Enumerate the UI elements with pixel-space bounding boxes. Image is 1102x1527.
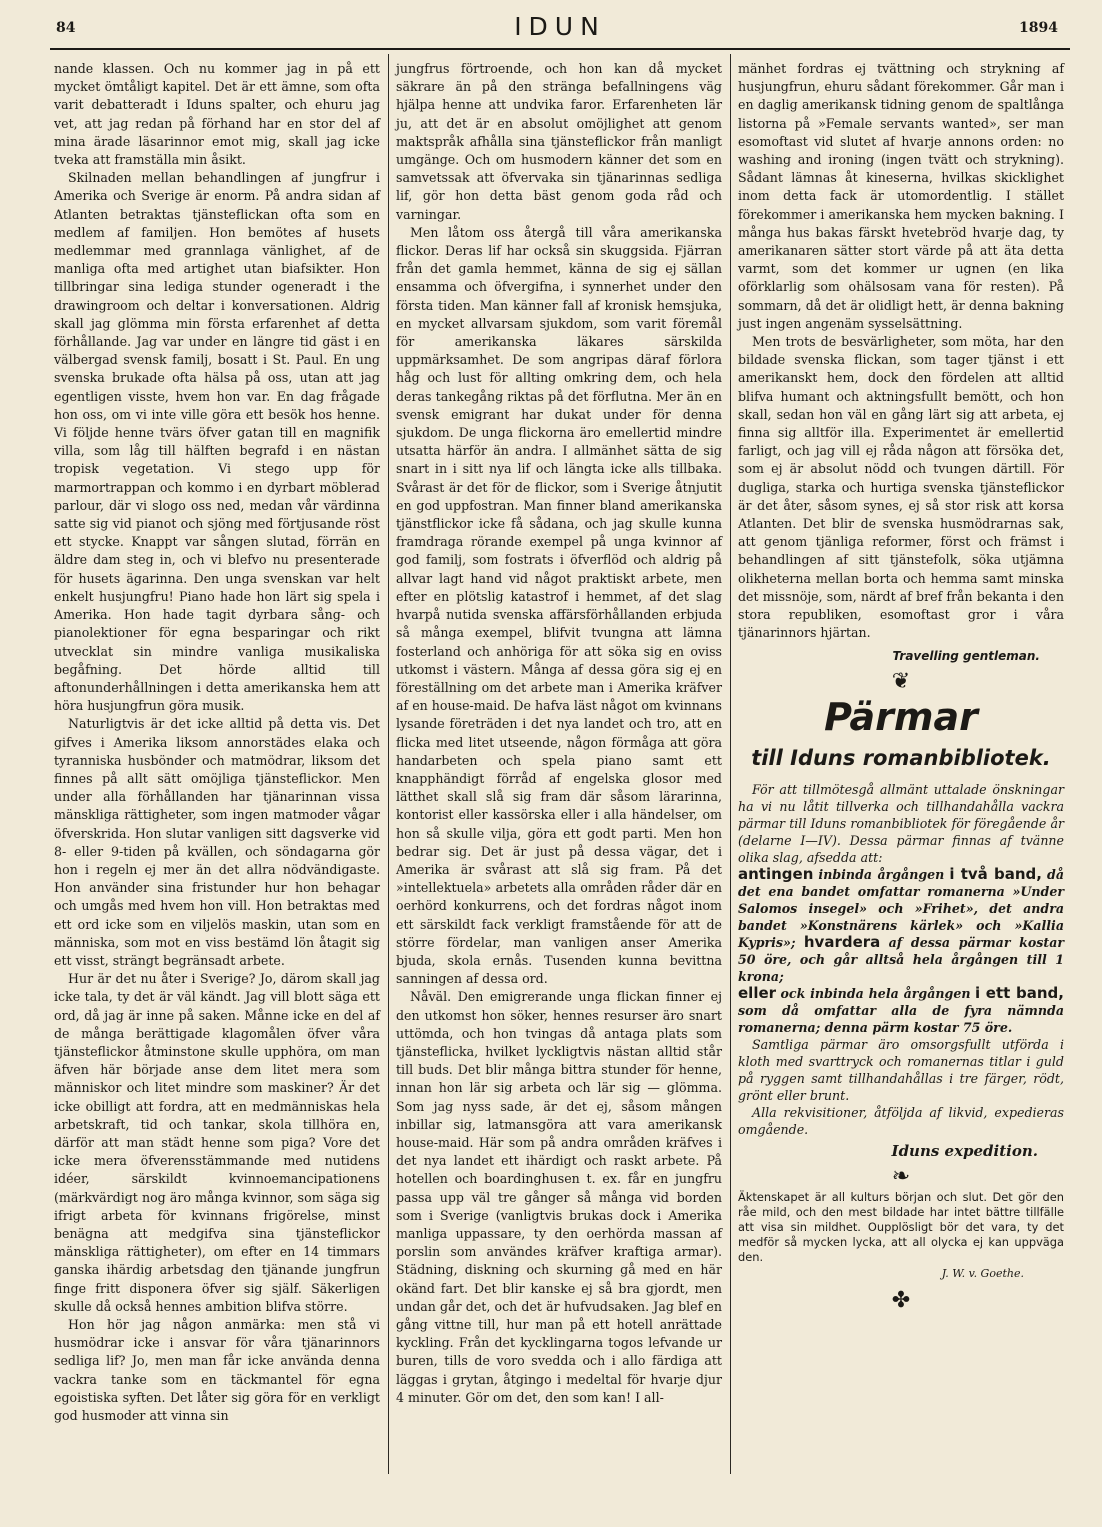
advertisement-body	[738, 781, 1064, 1138]
paragraph: mänhet fordras ej tvättning och strykning af husjungfrun, ehuru sådant förekommer. Går man i en daglig amerikansk tidning genom de spaltlånga listorna på »Female servants wanted», ser man esomoftast vid slutet af hvarje annons orden: no washing and ironing (ingen tvätt och strykning). Sådant lämnas åt kineserna, hvilkas skicklighet inom detta fack är utomordentlig. I stället förekommer i amerikanska hem mycken bakning. I många hus bakas färskt hvetebröd hvarje dag, ty amerikanaren sätter stort värde på att äta detta varmt, som det kommer ur ugnen (en lika oförklarlig som ohälsosam vana för resten). På sommarn, då det är olidligt hett, är denna bakning just ingen angenäm sysselsättning.	[738, 61, 1064, 331]
article-column-2	[396, 60, 722, 1407]
page-header	[50, 10, 1070, 46]
paragraph: jungfrus förtroende, och hon kan då mycket säkrare än på den stränga befallningens väg hjälpa henne att undvika faror. Erfarenheten lär ju, att det är en absolut omöjlighet att genom maktspråk afhålla sina tjänsteflickor från manligt umgänge. Och om husmodern känner det som en samvetssak att öfvervaka sin tjänarinnas sedliga lif, gör hon detta bäst genom goda råd och varningar.	[396, 61, 722, 222]
advertisement-title: Pärmar	[824, 694, 978, 739]
column-divider-2	[730, 54, 731, 1474]
article-column-3	[738, 60, 1064, 1314]
paragraph: Men trots de besvärligheter, som möta, har den bildade svenska flickan, som tager tjänst i ett amerikanskt hem, dock den fördelen att alltid blifva humant och aktningsfullt bemött, och hon skall, sedan hon väl en gång lärt sig att arbeta, ej finna sig alltför illa. Experimentet är emellertid farligt, och jag vill ej råda någon att försöka det, som ej är absolut nödd och tvungen därtill. För dugliga, starka och hurtiga svenska tjänsteflickor är det åter, såsom synes, ej så stor risk att korsa Atlanten. Det blir de svenska husmödrarnas sak, att genom tjänliga reformer, först och främst i behandlingen af sitt tjänstefolk, söka utjämna olikheterna mellan borta och hemma samt minska det missnöje, som, närdt af bref från bekanta i den stora republiken, esomoftast gror i våra tjänarinnors hjärtan.	[738, 334, 1064, 641]
ad-option-one: antingen inbinda årgången i två band, då det ena bandet omfattar romanerna »Under Salomos insegel» och »Frihet», det andra bandet »Konstnärens kärlek» och »Kallia Kypris»; hvardera af dessa pärmar kostar 50 öre, och går alltså hela årgången till 1 krona;	[738, 864, 1064, 984]
ad-details: Samtliga pärmar äro omsorgsfullt utförda i kloth med svarttryck och romanernas titlar i guld på ryggen samt tillhandahållas i tre färger, rödt, grönt eller brunt.	[738, 1036, 1064, 1103]
page-number: 84	[56, 20, 76, 36]
goethe-quote: Äktenskapet är all kulturs början och slut. Det gör den råe mild, och den mest bildade har intet bättre tillfälle att visa sin mildhet. Oupplösligt bör det vara, ty det medför så mycken lycka, att all olycka ej kan uppväga den.	[738, 1190, 1064, 1265]
header-rule	[50, 48, 1070, 50]
ad-ordering: Alla rekvisitioner, åtföljda af likvid, expedieras omgående.	[738, 1104, 1064, 1137]
column-divider-1	[388, 54, 389, 1474]
article-signature: Travelling gentleman.	[892, 648, 1040, 663]
paragraph: nande klassen. Och nu kommer jag in på ett mycket ömtåligt kapitel. Det är ett ämne, som ofta varit debatteradt i Iduns spalter, och ehuru jag vet, att jag redan på förhand har en stor del af mina ärade läsarinnor emot mig, skall jag icke tveka att framställa min åsikt.	[54, 61, 380, 168]
paragraph: Skilnaden mellan behandlingen af jungfrur i Amerika och Sverige är enorm. På andra sidan af Atlanten betraktas tjänsteflickan ofta som en medlem af familjen. Hon bemötes af husets medlemmar med grannlaga vänlighet, af de manliga ofta med artighet utan biafsikter. Hon tillbringar sina lediga stunder ogeneradt i the drawingroom och deltar i konversationen. Aldrig skall jag glömma min första erfarenhet af detta förhållande. Jag var under en längre tid gäst i en välbergad svensk familj, bosatt i St. Paul. En ung svenska brukade ofta hälsa på oss, utan att jag egentligen visste, hvem hon var. En dag frågade hon oss, om vi inte ville göra ett besök hos henne. Vi följde henne tvärs öfver gatan till en magnifik villa, som låg till hälften begrafd i en nästan tropisk vegetation. Vi stego upp för marmortrappan och kommo i en dyrbart möblerad parlour, där vi slogo oss ned, medan vår värdinna satte sig vid pianot och sjöng med förtjusande röst ett stycke. Knappt var sången slutad, förrän en äldre dam steg in, och vi blefvo nu presenterade för husets ägarinna. Den unga svenskan var helt enkelt husjungfru! Piano hade hon lärt sig spela i Amerika. Hon hade tagit dyrbara sång- och pianolektioner för egna besparingar och rikt utvecklat sin mindre vanliga musikaliska begåfning. Det hörde alltid till aftonunderhållningen i detta amerikanska hem att höra husjungfrun göra musik.	[54, 170, 380, 714]
masthead-title: IDUN	[514, 12, 606, 41]
paragraph: Nåväl. Den emigrerande unga flickan finner ej den utkomst hon söker, hennes resurser äro snart uttömda, och hon tvingas då antaga plats som tjänsteflicka, hvilket lyckligtvis nästan alltid står till buds. Det blir många bittra stunder för henne, innan hon lär sig arbeta och lär sig — glömma. Som jag nyss sade, är det ej, såsom mången inbillar sig, latmansgöra att vara amerikansk house-maid. Här som på andra områden kräfves i det nya landet ett ihärdigt och raskt arbete. På hotellen och boardinghusen t. ex. får en jungfru passa upp väl tre gånger så många vid borden som i Sverige (vanligtvis brukas dock i Amerika manliga uppassare, ty den oerhörda massan af porslin som användes kräfver kraftiga armar). Städning, diskning och skurning gå med en här okänd fart. Det blir kanske ej så bra gjordt, men undan går det, och det är hufvudsaken. Jag blef en gång vittne till, hur man på ett hotell anrättade kyckling. Från det kycklingarna togos lefvande ur buren, tills de voro svedda och i allo färdiga att läggas i grytan, åtgingo i medeltal för hvarje djur 4 minuter. Gör om det, den som kan! I all-	[396, 989, 722, 1405]
publication-year: 1894	[1019, 20, 1058, 36]
end-ornament-icon: ✤	[891, 1287, 911, 1313]
article-column-1	[54, 60, 380, 1425]
ad-sender: Iduns expedition.	[891, 1141, 1038, 1160]
advertisement-subtitle: till Iduns romanbibliotek.	[751, 745, 1051, 770]
paragraph: Naturligtvis är det icke alltid på detta vis. Det gifves i Amerika liksom annorstädes elaka och tyranniska husbönder och matmödrar, liksom det finnes på allt sätt omöjliga tjänsteflickor. Men under alla förhållanden har tjänarinnan vissa mänskliga rättigheter, som ingen matmoder vågar öfverskrida. Hon slutar vanligen sitt dagsverke vid 8- eller 9-tiden på kvällen, och söndagarna gör hon i regeln ej mer än det allra nödvändigaste. Hon använder sina fristunder hur hon behagar och umgås med hvem hon vill. Hon betraktas med ett ord icke som en viljelös maskin, utan som en människa, som mot en viss bestämd lön åtagit sig ett visst, strängt begränsadt arbete.	[54, 716, 380, 968]
paragraph: Hur är det nu åter i Sverige? Jo, därom skall jag icke tala, ty det är väl kändt. Jag vill blott säga ett ord, då jag är inne på saken. Månne icke en del af de många berättigade klagomålen öfver våra tjänsteflickor åtminstone skulle upphöra, om man äfven här började anse dem litet mera som människor och litet mindre som maskiner? Är det icke obilligt att fordra, att en medmänniskas hela arbetskraft, tid och tankar, skola tillhöra en, därför att man städt henne som piga? Vore det icke mera öfverensstämmande med nutidens idéer, särskildt kvinnoemancipationens (märkvärdigt nog äro många kvinnor, som säga sig ifrigt arbeta för kvinnans frigörelse, minst benägna att medgifva sina tjänsteflickor mänskliga rättigheter), om efter en 14 timmars ganska ihärdig arbetsdag den tjänande jungfrun finge fritt disponera öfver sig själf. Säkerligen skulle då också hennes ambition blifva större.	[54, 971, 380, 1314]
ad-intro: För att tillmötesgå allmänt uttalade önskningar ha vi nu låtit tillverka och tillhandahålla vackra pärmar till Iduns romanbibliotek för föregående år (delarne I—IV). Dessa pärmar finnas af tvänne olika slag, afsedda att:	[738, 781, 1064, 865]
paragraph: Men låtom oss återgå till våra amerikanska flickor. Deras lif har också sin skuggsida. Fjärran från det gamla hemmet, känna de sig ej sällan ensamma och öfvergifna, i synnerhet under den första tiden. Man känner fall af kronisk hemsjuka, en mycket allvarsam sjukdom, som varit föremål för amerikanska läkares särskilda uppmärksamhet. De som angripas däraf förlora håg och lust för allting omkring dem, och hela deras tankegång riktas på det förflutna. Mer än en svensk emigrant har dukat under för denna sjukdom. De unga flickorna äro emellertid mindre utsatta härför än andra. I allmänhet sätta de sig snart in i sitt nya lif och längta icke alls tillbaka. Svårast är det för de flickor, som i Sverige åtnjutit en god uppfostran. Man finner bland amerikanska tjänstflickor icke få sådana, och jag skulle kunna framdraga rörande exempel på unga kvinnor af god familj, som fostrats i öfverflöd och aldrig på allvar lagt hand vid något praktiskt arbete, men efter en plötslig katastrof i hemmet, af det slag hvarpå nutida svenska affärsförhållanden erbjuda så många exempel, blifvit tvungna att lämna fosterland och anhöriga för att söka sig en oviss utkomst i västern. Många af dessa göra sig ej en föreställning om det arbete man i Amerika kräfver af en house-maid. De hafva läst något om kvinnans lysande företräden i det nya landet och tro, att en flicka med litet utseende, någon förmåga att göra handarbeten och spela piano samt ett knapphändigt förråd af engelska glosor med lätthet skall slå sig fram där såsom lärarinna, kontorist eller kassörska eller i alla händelser, om hon så skulle vilja, göra ett godt parti. Men hon bedrar sig. Det är just på dessa vägar, det i Amerika är svårast att slå sig fram. På det »intellektuela» arbetets alla områden råder där en oerhörd konkurrens, och det fordras något inom ett särskildt fack verkligt framstående för att de större fördelar, man vanligen anser Amerika bjuda, skola ernås. Tusenden kunna bevittna sanningen af dessa ord.	[396, 224, 722, 987]
quote-author: J. W. v. Goethe.	[941, 1267, 1024, 1281]
ornament-divider-icon: ❦	[891, 668, 911, 694]
paragraph: Hon hör jag någon anmärka: men stå vi husmödrar icke i ansvar för våra tjänarinnors sedliga lif? Jo, men man får icke använda denna vackra tanke som en täckmantel för egna egoistiska syften. Det låter sig göra för en verkligt god husmoder att vinna sin	[54, 1317, 380, 1424]
ad-option-two: eller ock inbinda hela årgången i ett band, som då omfattar alla de fyra nämnda romanerna; denna pärm kostar 75 öre.	[738, 983, 1064, 1035]
ornament-divider-icon: ❧	[891, 1164, 911, 1190]
